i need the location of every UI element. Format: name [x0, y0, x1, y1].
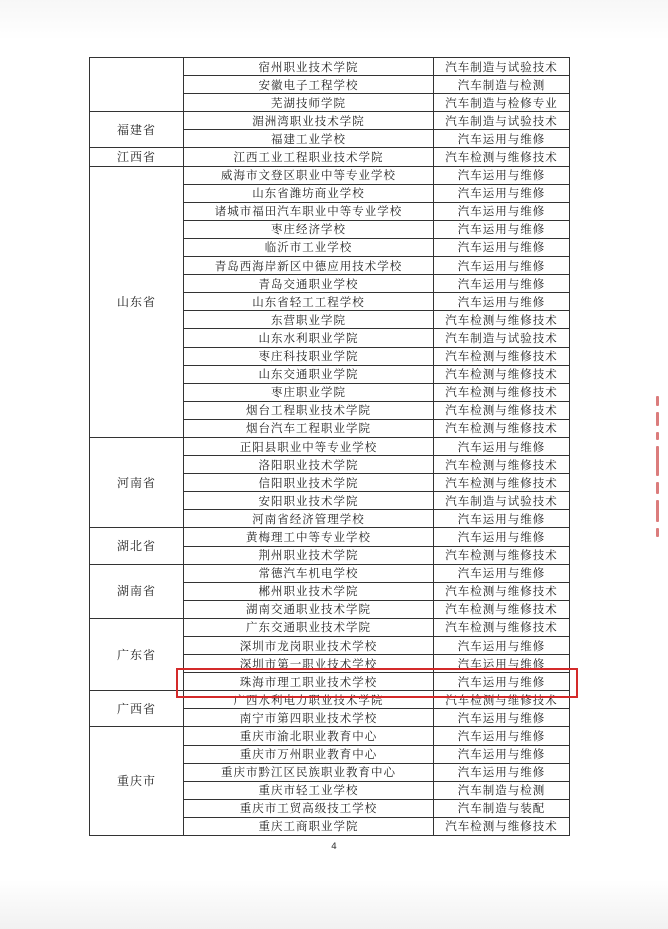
table-row	[90, 166, 570, 184]
major-cell: 汽车制造与试验技术	[434, 492, 570, 510]
school-cell: 芜湖技师学院	[184, 94, 434, 112]
province-cell: 山东省	[90, 166, 184, 437]
school-cell: 枣庄经济学校	[184, 220, 434, 238]
major-cell: 汽车运用与维修	[434, 293, 570, 311]
province-cell: 湖南省	[90, 564, 184, 618]
major-cell: 汽车检测与维修技术	[434, 817, 570, 835]
major-cell: 汽车制造与试验技术	[434, 329, 570, 347]
major-cell: 汽车检测与维修技术	[434, 347, 570, 365]
school-cell: 诸城市福田汽车职业中等专业学校	[184, 202, 434, 220]
school-cell: 江西工业工程职业技术学院	[184, 148, 434, 166]
school-cell: 重庆市工贸高级技工学校	[184, 799, 434, 817]
major-cell: 汽车运用与维修	[434, 275, 570, 293]
school-cell: 青岛西海岸新区中德应用技术学校	[184, 257, 434, 275]
province-cell: 广东省	[90, 618, 184, 690]
school-list-table	[89, 57, 570, 836]
major-cell: 汽车检测与维修技术	[434, 365, 570, 383]
major-cell: 汽车制造与检测	[434, 76, 570, 94]
school-cell: 黄梅理工中等专业学校	[184, 528, 434, 546]
school-cell: 安徽电子工程学校	[184, 76, 434, 94]
school-cell: 山东省轻工工程学校	[184, 293, 434, 311]
major-cell: 汽车检测与维修技术	[434, 383, 570, 401]
major-cell: 汽车检测与维修技术	[434, 600, 570, 618]
major-cell: 汽车运用与维修	[434, 745, 570, 763]
province-cell: 重庆市	[90, 727, 184, 836]
school-cell: 湄洲湾职业技术学院	[184, 112, 434, 130]
major-cell: 汽车运用与维修	[434, 727, 570, 745]
school-cell: 河南省经济管理学校	[184, 510, 434, 528]
school-cell: 临沂市工业学校	[184, 238, 434, 256]
school-cell: 烟台工程职业技术学院	[184, 401, 434, 419]
major-cell: 汽车运用与维修	[434, 238, 570, 256]
school-cell: 广东交通职业技术学院	[184, 618, 434, 636]
major-cell: 汽车运用与维修	[434, 709, 570, 727]
school-cell: 深圳市第一职业技术学校	[184, 655, 434, 673]
major-cell: 汽车检测与维修技术	[434, 311, 570, 329]
margin-stamp-marks	[650, 396, 664, 566]
major-cell: 汽车运用与维修	[434, 763, 570, 781]
school-cell: 山东交通职业学院	[184, 365, 434, 383]
school-cell: 山东省潍坊商业学校	[184, 184, 434, 202]
table-row	[90, 112, 570, 130]
major-cell: 汽车检测与维修技术	[434, 419, 570, 437]
school-cell: 洛阳职业技术学院	[184, 456, 434, 474]
school-cell: 郴州职业技术学院	[184, 582, 434, 600]
school-cell: 广西水利电力职业技术学院	[184, 691, 434, 709]
major-cell: 汽车制造与试验技术	[434, 58, 570, 76]
school-cell: 荆州职业技术学院	[184, 546, 434, 564]
school-cell: 宿州职业技术学院	[184, 58, 434, 76]
school-cell: 南宁市第四职业技术学校	[184, 709, 434, 727]
table-row	[90, 148, 570, 166]
school-cell: 安阳职业技术学院	[184, 492, 434, 510]
major-cell: 汽车制造与试验技术	[434, 112, 570, 130]
school-cell: 重庆市黔江区民族职业教育中心	[184, 763, 434, 781]
major-cell: 汽车制造与检修专业	[434, 94, 570, 112]
school-cell: 福建工业学校	[184, 130, 434, 148]
major-cell: 汽车运用与维修	[434, 528, 570, 546]
school-cell: 枣庄职业学院	[184, 383, 434, 401]
table-row	[90, 727, 570, 745]
province-cell: 福建省	[90, 112, 184, 148]
major-cell: 汽车运用与维修	[434, 220, 570, 238]
school-cell: 山东水利职业学院	[184, 329, 434, 347]
school-cell: 信阳职业技术学院	[184, 474, 434, 492]
major-cell: 汽车运用与维修	[434, 510, 570, 528]
major-cell: 汽车运用与维修	[434, 184, 570, 202]
scan-bottom-edge	[0, 890, 668, 929]
major-cell: 汽车运用与维修	[434, 202, 570, 220]
province-cell: 广西省	[90, 691, 184, 727]
major-cell: 汽车运用与维修	[434, 655, 570, 673]
table-row	[90, 564, 570, 582]
school-cell: 重庆市轻工业学校	[184, 781, 434, 799]
school-cell: 枣庄科技职业学院	[184, 347, 434, 365]
school-cell: 东营职业学院	[184, 311, 434, 329]
province-cell: 湖北省	[90, 528, 184, 564]
school-cell: 深圳市龙岗职业技术学校	[184, 637, 434, 655]
province-cell: 河南省	[90, 437, 184, 527]
province-cell	[90, 58, 184, 112]
major-cell: 汽车运用与维修	[434, 257, 570, 275]
major-cell: 汽车检测与维修技术	[434, 456, 570, 474]
major-cell: 汽车检测与维修技术	[434, 618, 570, 636]
major-cell: 汽车运用与维修	[434, 130, 570, 148]
school-cell: 重庆市渝北职业教育中心	[184, 727, 434, 745]
school-cell: 珠海市理工职业技术学校	[184, 673, 434, 691]
school-cell: 重庆市万州职业教育中心	[184, 745, 434, 763]
major-cell: 汽车检测与维修技术	[434, 691, 570, 709]
school-cell: 重庆工商职业学院	[184, 817, 434, 835]
school-cell: 烟台汽车工程职业学院	[184, 419, 434, 437]
table-row	[90, 618, 570, 636]
school-cell: 青岛交通职业学校	[184, 275, 434, 293]
major-cell: 汽车检测与维修技术	[434, 148, 570, 166]
table-row	[90, 437, 570, 455]
major-cell: 汽车制造与检测	[434, 781, 570, 799]
major-cell: 汽车运用与维修	[434, 637, 570, 655]
major-cell: 汽车运用与维修	[434, 564, 570, 582]
major-cell: 汽车制造与装配	[434, 799, 570, 817]
province-cell: 江西省	[90, 148, 184, 166]
highlight-box	[176, 668, 578, 698]
major-cell: 汽车检测与维修技术	[434, 546, 570, 564]
school-cell: 湖南交通职业技术学院	[184, 600, 434, 618]
table-body	[90, 58, 570, 836]
major-cell: 汽车运用与维修	[434, 673, 570, 691]
table-row	[90, 58, 570, 76]
school-cell: 常德汽车机电学校	[184, 564, 434, 582]
major-cell: 汽车检测与维修技术	[434, 401, 570, 419]
major-cell: 汽车检测与维修技术	[434, 582, 570, 600]
major-cell: 汽车运用与维修	[434, 437, 570, 455]
school-cell: 威海市文登区职业中等专业学校	[184, 166, 434, 184]
major-cell: 汽车运用与维修	[434, 166, 570, 184]
page-number: 4	[331, 842, 337, 852]
major-cell: 汽车检测与维修技术	[434, 474, 570, 492]
table-row	[90, 528, 570, 546]
school-cell: 正阳县职业中等专业学校	[184, 437, 434, 455]
